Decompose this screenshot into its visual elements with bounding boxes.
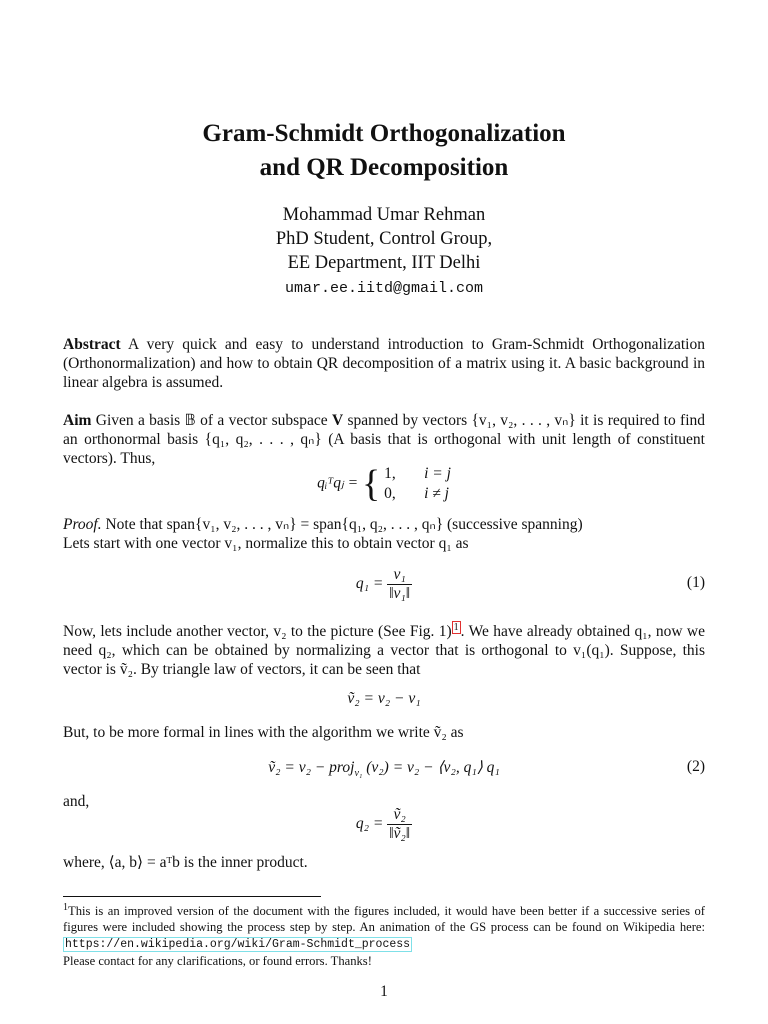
- para2-text-2: . We have already obtained q₁, now we need q₂, which can be obtained by normalizing a vector that is orthogonal to v₁(q₁). Suppose, this vector is ṽ₂. By triangle law of vectors, it can be seen that: [63, 623, 706, 679]
- equation-3: [63, 806, 705, 843]
- aim-text-3: spanned by vectors {v₁, v₂, . . . , vₙ} it is required to find an orthonormal basis {q₁, q₂, . . . , qₙ} (A basis that is orthogonal with unit length of constituent vectors). Thus,: [63, 412, 706, 467]
- eq1-numerator: v₁: [387, 566, 412, 585]
- proof-line-2: Lets start with one vector v₁, normalize this to obtain vector q₁ as: [63, 535, 469, 552]
- proof-label: Proof.: [63, 516, 102, 533]
- author-email: umar.ee.iitd@gmail.com: [284, 280, 484, 297]
- eq3-lhs: q₂ =: [355, 815, 384, 833]
- abstract: [63, 335, 705, 392]
- eq3-fraction: [387, 806, 412, 843]
- cases-lhs: qᵢᵀqⱼ =: [317, 474, 359, 492]
- case-1-condition: i = j: [424, 465, 451, 482]
- cases-block: [384, 464, 451, 504]
- eq3-denominator: ‖ṽ₂‖: [389, 825, 411, 842]
- case-1-value: 1,: [384, 465, 396, 482]
- footnote: [63, 900, 705, 969]
- abstract-text: A very quick and easy to understand introduction to Gram-Schmidt Orthogonalization (Orthonormalization) and how to obtain QR decomposition of a matrix using it. A basic background in linear algebra is assumed.: [63, 336, 705, 391]
- case-2-value: 0,: [384, 485, 396, 502]
- eq2-rest: (v₂) = v₂ − ⟨v₂, q₁⟩ q₁: [362, 759, 500, 776]
- aim-paragraph: [63, 411, 705, 468]
- equation-2-number: (2): [686, 758, 705, 775]
- equation-1: [63, 566, 705, 603]
- triangle-law-expression: ṽ₂ = v₂ − v₁: [347, 690, 421, 707]
- equation-2: [63, 758, 705, 779]
- aim-label: Aim: [63, 412, 92, 429]
- author-name: Mohammad Umar Rehman: [282, 205, 486, 225]
- eq1-denominator: ‖v₁‖: [389, 585, 411, 602]
- wikipedia-link[interactable]: https://en.wikipedia.org/wiki/Gram-Schmidt_process: [65, 938, 411, 952]
- title-line-1: Gram-Schmidt Orthogonalization: [202, 120, 566, 147]
- footnote-text: This is an improved version of the document with the figures included, it would have been better if a successive series of figures were included showing the process step by step. An animation of the GS process can be found on Wikipedia here:: [63, 904, 705, 935]
- proof-text: Note that span{v₁, v₂, . . . , vₙ} = span{q₁, q₂, . . . , qₙ} (successive spanning): [105, 516, 583, 533]
- aim-text-1: Given a basis: [95, 412, 181, 429]
- paragraph-3: But, to be more formal in lines with the algorithm we write ṽ₂ as: [63, 724, 464, 741]
- orthonormality-equation: [63, 464, 705, 504]
- proof-paragraph: [63, 515, 705, 553]
- eq1-lhs: q₁ =: [355, 575, 384, 593]
- footnote-contact: Please contact for any clarifications, or found errors. Thanks!: [63, 954, 372, 969]
- footnote-rule: [63, 896, 321, 897]
- equation-1-number: (1): [686, 574, 705, 591]
- case-2-condition: i ≠ j: [424, 485, 449, 502]
- page-number: 1: [380, 983, 388, 1000]
- footnote-mark: 1: [63, 902, 68, 913]
- title-line-2: and QR Decomposition: [259, 154, 509, 181]
- basis-symbol: 𝔹: [184, 412, 196, 429]
- paragraph-2: [63, 618, 705, 679]
- triangle-law-equation: [63, 690, 705, 708]
- aim-text-2: of a vector subspace: [200, 412, 328, 429]
- and-text: and,: [63, 793, 90, 810]
- space-symbol: V: [331, 412, 344, 429]
- author-dept: EE Department, IIT Delhi: [287, 253, 481, 273]
- eq3-numerator: ṽ₂: [387, 806, 412, 825]
- eq1-fraction: [387, 566, 412, 603]
- footnote-link[interactable]: 1: [453, 622, 459, 633]
- author-role: PhD Student, Control Group,: [275, 229, 493, 249]
- abstract-label: Abstract: [63, 336, 121, 353]
- eq2-expression: ṽ₂ = v₂ − proj: [268, 759, 355, 776]
- left-brace: {: [361, 463, 381, 505]
- inner-product-definition: where, ⟨a, b⟩ = aᵀb is the inner product.: [63, 854, 308, 871]
- para2-text-1: Now, lets include another vector, v₂ to the picture (See Fig. 1): [63, 623, 452, 641]
- eq2-subscript: v₁: [354, 768, 363, 780]
